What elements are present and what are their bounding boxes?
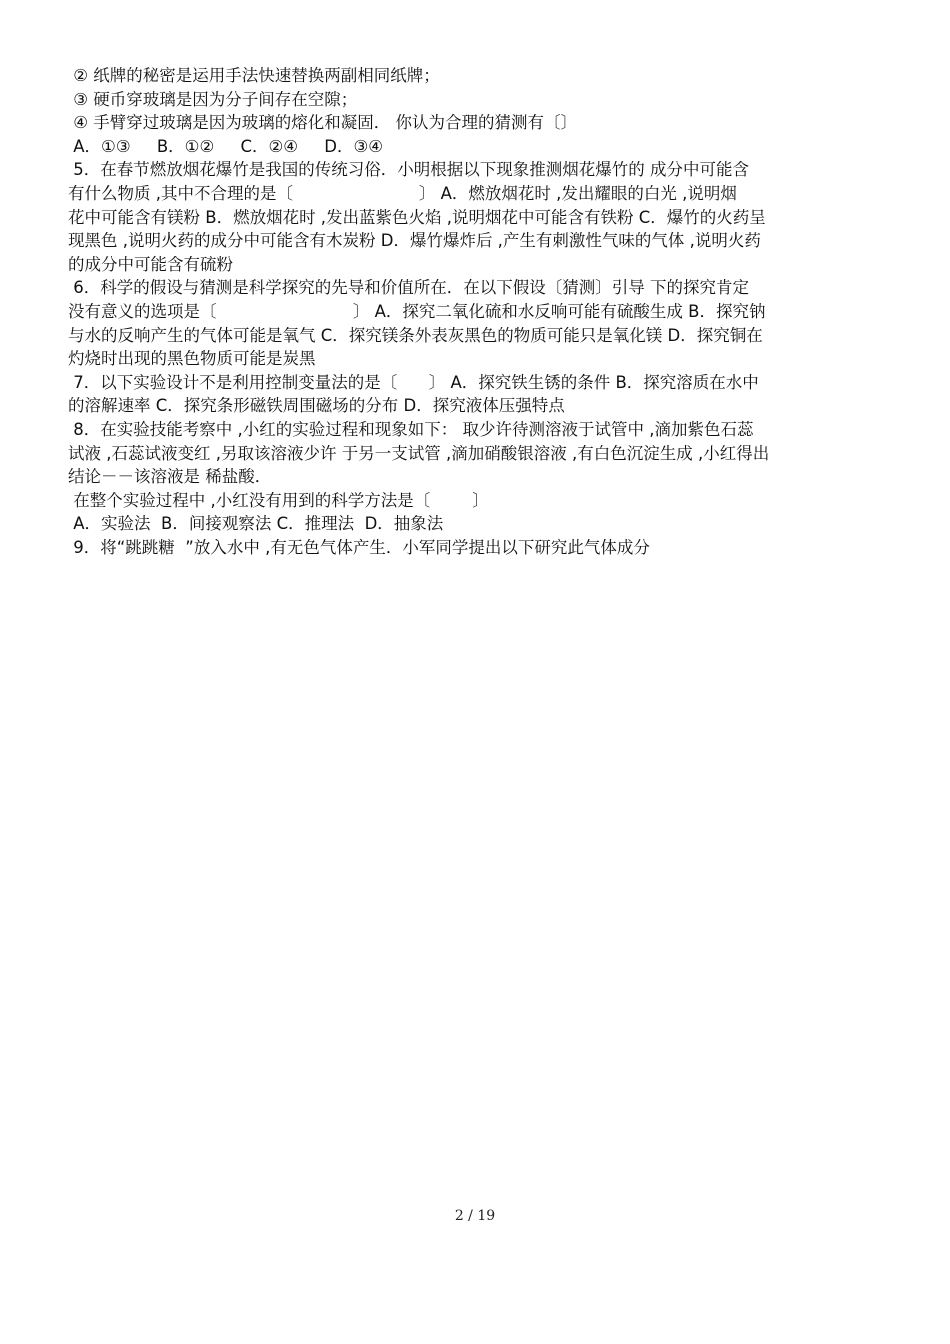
text-line: A．①③ B．①② C．②④ D．③④	[68, 136, 384, 156]
text-line: ② 纸牌的秘密是运用手法快速替换两副相同纸牌；	[68, 66, 440, 85]
text-line: 9．将“跳跳糖 ”放入水中 ,有无色气体产生．小军同学提出以下研究此气体成分	[68, 537, 650, 557]
text-line: A．实验法 B．间接观察法 C．推理法 D．抽象法	[68, 514, 444, 534]
text-line: 有什么物质 ,其中不合理的是〔 〕 A．燃放烟花时 ,发出耀眼的白光 ,说明烟	[68, 183, 737, 203]
text-line: ③ 硬币穿玻璃是因为分子间存在空隙；	[68, 89, 358, 109]
text-line: 灼烧时出现的黑色物质可能是炭黑	[68, 349, 316, 369]
text-line: 7．以下实验设计不是利用控制变量法的是〔 〕 A．探究铁生锈的条件 B．探究溶质在水中	[68, 372, 759, 392]
text-line: 与水的反响产生的气体可能是氧气 C．探究镁条外表灰黑色的物质可能只是氧化镁 D．探究铜在	[68, 325, 763, 345]
text-line: 的溶解速率 C．探究条形磁铁周围磁场的分布 D．探究液体压强特点	[68, 396, 565, 416]
text-line: 8．在实验技能考察中 ,小红的实验过程和现象如下： 取少许待测溶液于试管中 ,滴加紫色石蕊	[68, 419, 754, 439]
page-number: 2 / 19	[454, 1208, 496, 1224]
text-line: 5．在春节燃放烟花爆竹是我国的传统习俗．小明根据以下现象推测烟花爆竹的 成分中可能含	[68, 160, 749, 180]
text-line: 的成分中可能含有硫粉	[68, 254, 233, 274]
text-line: 6．科学的假设与猜测是科学探究的先导和价值所在．在以下假设〔猜测〕引导 下的探究肯定	[68, 278, 749, 298]
text-line: 花中可能含有镁粉 B．燃放烟花时 ,发出蓝紫色火焰 ,说明烟花中可能含有铁粉 C．爆竹的火药呈	[68, 207, 766, 227]
document-body	[68, 64, 883, 559]
text-line: 试液 ,石蕊试液变红 ,另取该溶液少许 于另一支试管 ,滴加硝酸银溶液 ,有白色沉淀生成 ,小红得出	[68, 443, 770, 463]
text-line: 现黑色 ,说明火药的成分中可能含有木炭粉 D．爆竹爆炸后 ,产生有刺激性气味的气体 ,说明火药	[68, 231, 761, 251]
text-line: ④ 手臂穿过玻璃是因为玻璃的熔化和凝固． 你认为合理的猜测有〔〕	[68, 113, 578, 133]
text-line: 没有意义的选项是〔 〕 A．探究二氧化硫和水反响可能有硫酸生成 B．探究钠	[68, 301, 766, 321]
text-line: 在整个实验过程中 ,小红没有用到的科学方法是〔 〕	[68, 490, 489, 510]
text-line: 结论－－该溶液是 稀盐酸．	[68, 467, 272, 487]
